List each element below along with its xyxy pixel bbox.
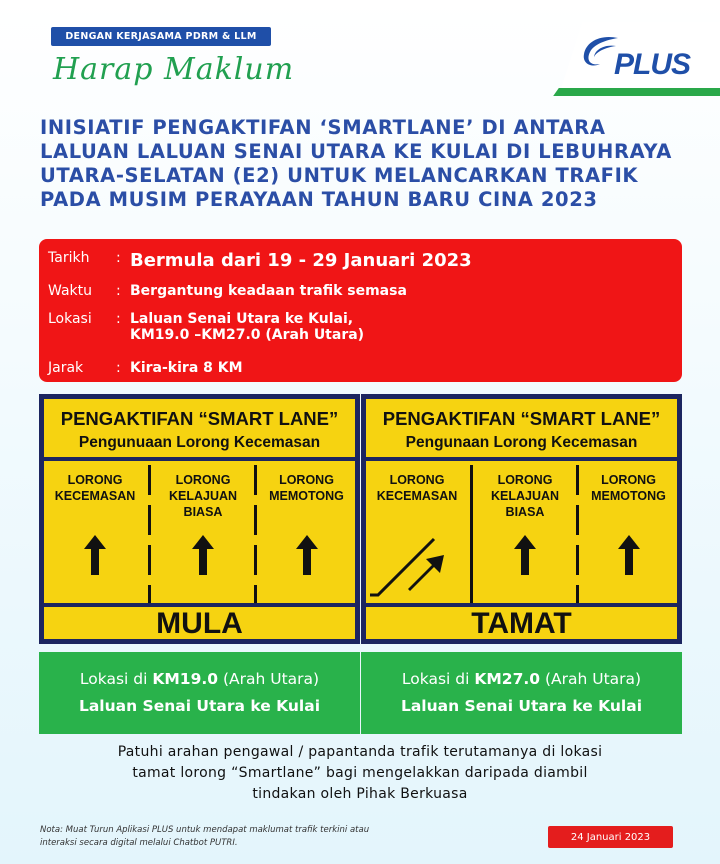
warning-notice: Patuhi arahan pengawal / papantanda trafik terutamanya di lokasi tamat lorong “Smartlane” bagi mengelakkan daripada diambil tindakan oleh Pihak Berkuasa bbox=[117, 744, 603, 802]
detail-row-distance: Jarak : Kira-kira 8 KM bbox=[48, 360, 243, 376]
sign-subtitle: Pengunuaan Lorong Kecemasan bbox=[78, 434, 321, 451]
sign-footer: TAMAT bbox=[366, 603, 677, 639]
plus-logo-text: PLUS bbox=[614, 48, 691, 81]
location-box-end bbox=[361, 652, 682, 734]
detail-value: Bergantung keadaan trafik semasa bbox=[130, 283, 407, 299]
detail-row-date: Tarikh : Bermula dari 19 - 29 Januari 2023 bbox=[48, 250, 472, 271]
lane-emergency: LORONG KECEMASAN bbox=[44, 465, 146, 603]
detail-label: Tarikh bbox=[48, 250, 90, 266]
detail-value: Bermula dari 19 - 29 Januari 2023 bbox=[130, 250, 472, 271]
footnote: Nota: Muat Turun Aplikasi PLUS untuk mendapat maklumat trafik terkini atau interaksi secara digital melalui Chatbot PUTRI. bbox=[40, 825, 370, 848]
detail-row-time: Waktu : Bergantung keadaan trafik semasa bbox=[48, 283, 407, 299]
up-arrow-icon bbox=[84, 535, 106, 575]
up-arrow-icon bbox=[618, 535, 640, 575]
lane-normal: LORONG KELAJUAN BIASA bbox=[152, 465, 254, 603]
sign-title: PENGAKTIFAN “SMART LANE” bbox=[382, 408, 661, 429]
logo-green-stripe bbox=[553, 88, 720, 96]
date-badge: 24 Januari 2023 bbox=[548, 826, 673, 848]
location-line: Lokasi di KM19.0 (Arah Utara) bbox=[79, 670, 320, 688]
plus-logo bbox=[560, 22, 720, 92]
details-box bbox=[39, 239, 682, 382]
location-route: Laluan Senai Utara ke Kulai bbox=[78, 697, 321, 715]
detail-label: Jarak bbox=[48, 360, 84, 376]
headline: INISIATIF PENGAKTIFAN ‘SMARTLANE’ DI ANTARA LALUAN LALUAN SENAI UTARA KE KULAI DI LEBUHRAYA UTARA-SELATAN (E2) UNTUK MELANCARKAN TRAFIK PADA MUSIM PERAYAAN TAHUN BARU CINA 2023 bbox=[40, 116, 672, 211]
smartlane-sign-end bbox=[361, 394, 682, 644]
up-arrow-icon bbox=[296, 535, 318, 575]
smartlane-sign-start bbox=[39, 394, 360, 644]
location-line: Lokasi di KM27.0 (Arah Utara) bbox=[401, 670, 642, 688]
detail-label: Waktu bbox=[48, 283, 92, 299]
partnership-badge: DENGAN KERJASAMA PDRM & LLM bbox=[51, 27, 271, 46]
location-route: Laluan Senai Utara ke Kulai bbox=[400, 697, 643, 715]
detail-row-location: Lokasi : Laluan Senai Utara ke Kulai, KM19.0 –KM27.0 (Arah Utara) bbox=[48, 311, 365, 343]
greeting-title: Harap Maklum bbox=[53, 52, 295, 87]
sign-footer: MULA bbox=[44, 603, 355, 639]
up-arrow-icon bbox=[514, 535, 536, 575]
lane-overtaking: LORONG MEMOTONG bbox=[580, 465, 677, 603]
sign-subtitle: Pengunaan Lorong Kecemasan bbox=[405, 434, 638, 451]
lane-emergency: LORONG KECEMASAN bbox=[366, 465, 468, 603]
detail-value: Laluan Senai Utara ke Kulai, KM19.0 –KM27.0 (Arah Utara) bbox=[130, 311, 365, 343]
up-arrow-icon bbox=[192, 535, 214, 575]
detail-value: Kira-kira 8 KM bbox=[130, 360, 243, 376]
lane-overtaking: LORONG MEMOTONG bbox=[258, 465, 355, 603]
detail-label: Lokasi bbox=[48, 311, 92, 327]
lane-normal: LORONG KELAJUAN BIASA bbox=[474, 465, 576, 603]
location-box-start bbox=[39, 652, 360, 734]
sign-title: PENGAKTIFAN “SMART LANE” bbox=[60, 408, 339, 429]
merge-right-arrow-icon bbox=[370, 513, 466, 599]
